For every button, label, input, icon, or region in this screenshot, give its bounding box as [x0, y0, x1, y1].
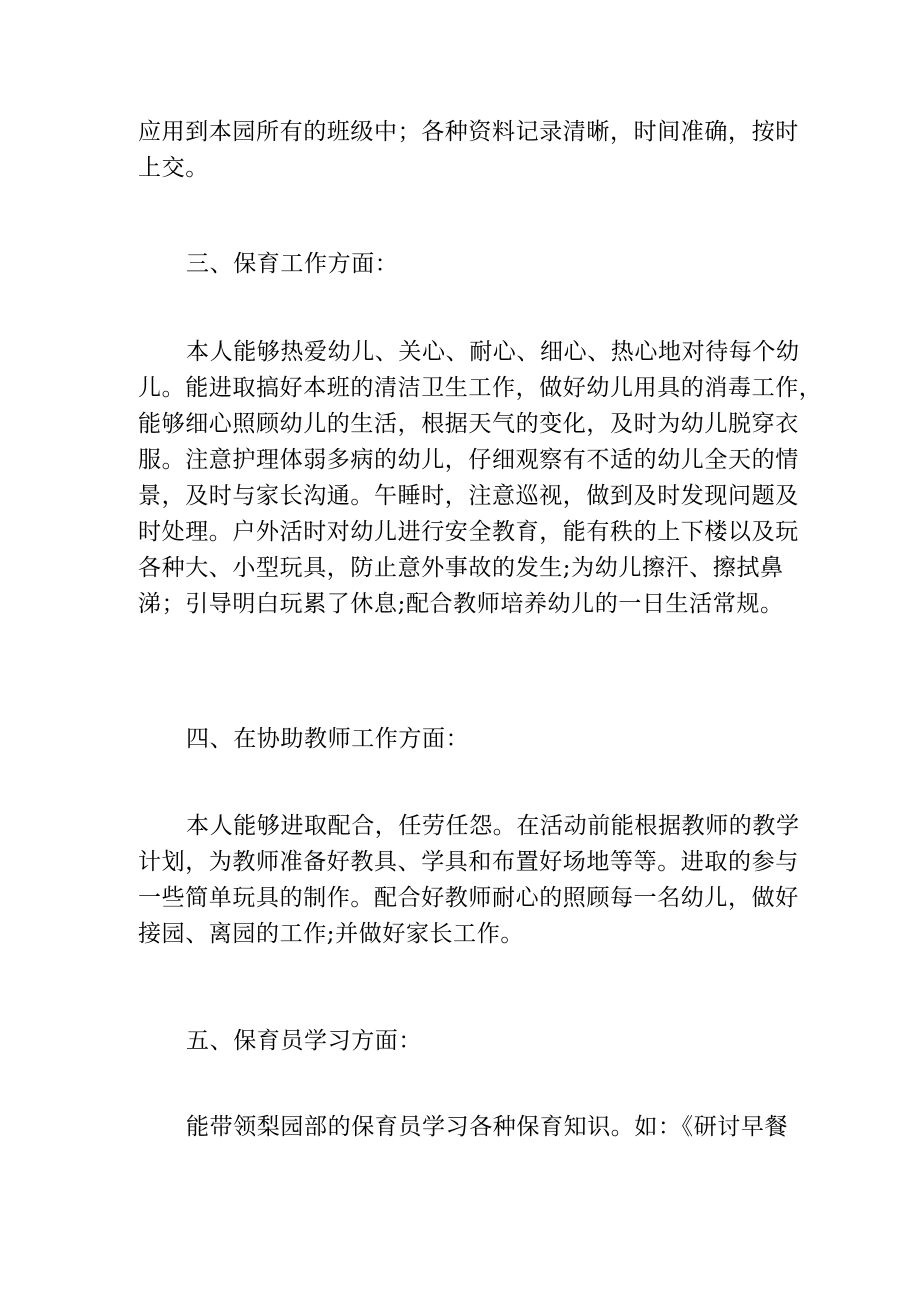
text-line: 服。注意护理体弱多病的幼儿，仔细观察有不适的幼儿全天的情	[138, 447, 799, 473]
text-line: 景，及时与家长沟通。午睡时，注意巡视，做到及时发现问题及	[138, 483, 799, 509]
section-4-heading-block	[138, 721, 786, 757]
text-line: 涕；引导明白玩累了休息;配合教师培养幼儿的一日生活常规。	[138, 591, 784, 617]
section-heading: 四、在协助教师工作方面：	[186, 726, 470, 752]
section-4-paragraph	[138, 808, 800, 952]
section-heading: 三、保育工作方面：	[186, 251, 399, 277]
text-line: 各种大、小型玩具，防止意外事故的发生;为幼儿擦汗、擦拭鼻	[138, 555, 784, 581]
text-line: 本人能够热爱幼儿、关心、耐心、细心、热心地对待每个幼	[186, 339, 800, 365]
text-line: 本人能够进取配合，任劳任怨。在活动前能根据教师的教学	[186, 813, 800, 839]
section-5-heading-block	[138, 1023, 786, 1059]
section-3-paragraph	[138, 334, 823, 622]
text-line: 能够细心照顾幼儿的生活，根据天气的变化，及时为幼儿脱穿衣	[138, 411, 799, 437]
text-line: 一些简单玩具的制作。配合好教师耐心的照顾每一名幼儿，做好	[138, 885, 799, 911]
paragraph-continuation	[138, 114, 799, 186]
text-line: 应用到本园所有的班级中；各种资料记录清晰，时间准确，按时	[138, 119, 799, 145]
text-line: 儿。能进取搞好本班的清洁卫生工作，做好幼儿用具的消毒工作，	[138, 375, 823, 401]
section-heading: 五、保育员学习方面：	[186, 1028, 422, 1054]
section-3-heading-block	[138, 246, 786, 282]
section-5-paragraph	[138, 1109, 789, 1145]
text-line: 时处理。户外活时对幼儿进行安全教育，能有秩的上下楼以及玩	[138, 519, 799, 545]
text-line: 上交。	[138, 155, 209, 181]
text-line: 接园、离园的工作;并做好家长工作。	[138, 921, 524, 947]
text-line: 能带领梨园部的保育员学习各种保育知识。如：《研讨早餐	[186, 1114, 789, 1140]
text-line: 计划，为教师准备好教具、学具和布置好场地等等。进取的参与	[138, 849, 799, 875]
